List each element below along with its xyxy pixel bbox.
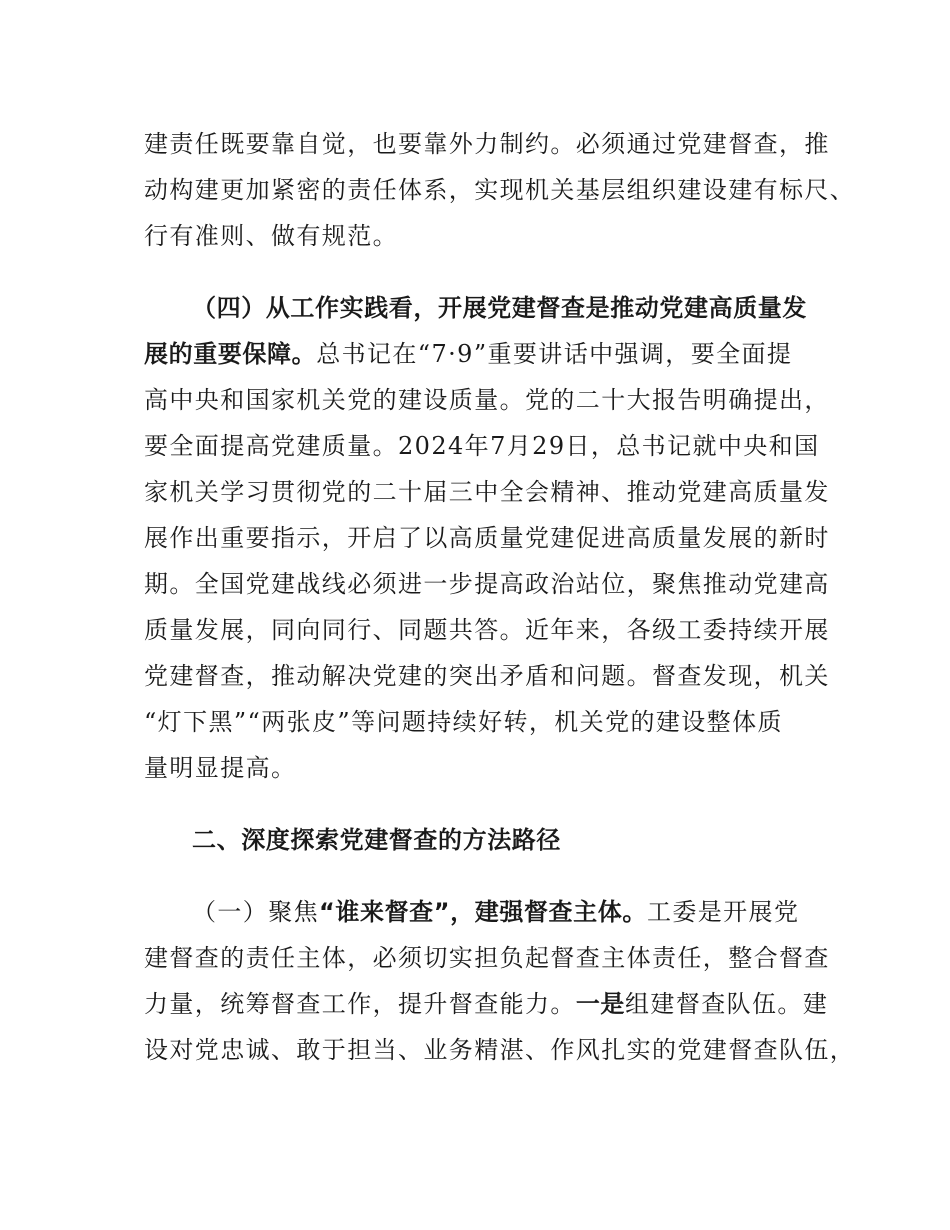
body-text-line: 质量发展，同向同行、同题共答。近年来，各级工委持续开展 bbox=[144, 616, 830, 644]
body-text-span: 总书记在“7·9”重要讲话中强调，要全面提 bbox=[316, 340, 793, 368]
body-text-line: 量明显提高。 bbox=[144, 754, 297, 782]
body-text-line: 行有准则、做有规范。 bbox=[144, 222, 398, 250]
body-text-line: 家机关学习贯彻党的二十届三中全会精神、推动党建高质量发 bbox=[144, 478, 830, 506]
body-text-line: “灯下黑”“两张皮”等问题持续好转，机关党的建设整体质 bbox=[144, 708, 783, 736]
subsection-heading-continuation: 展的重要保障。 bbox=[144, 340, 317, 368]
body-text-line: 要全面提高党建质量。2024年7月29日，总书记就中央和国 bbox=[144, 432, 820, 460]
body-text-span: 工委是开展党 bbox=[646, 898, 800, 926]
bold-emphasis: “谁来督查”，建强督查主体。 bbox=[319, 898, 647, 926]
body-text-line: 党建督查，推动解决党建的突出矛盾和问题。督查发现，机关 bbox=[144, 662, 830, 690]
body-text-line: 建责任既要靠自觉，也要靠外力制约。必须通过党建督查，推 bbox=[144, 130, 830, 158]
body-text-span: 力量，统筹督查工作，提升督查能力。 bbox=[144, 990, 576, 1018]
bold-emphasis: 一是 bbox=[575, 990, 626, 1018]
body-text-span: （一）聚焦 bbox=[192, 898, 319, 926]
body-text-span: 组建督查队伍。建 bbox=[625, 990, 829, 1018]
body-text-line bbox=[144, 986, 829, 1022]
body-text-line: 展作出重要指示，开启了以高质量党建促进高质量发展的新时 bbox=[144, 524, 830, 552]
section-heading: 二、深度探索党建督查的方法路径 bbox=[192, 826, 561, 854]
body-text-line bbox=[144, 336, 824, 372]
body-text-line bbox=[192, 894, 872, 930]
body-text-line: 建督查的责任主体，必须切实担负起督查主体责任，整合督查 bbox=[144, 944, 830, 972]
body-text-line: 高中央和国家机关党的建设质量。党的二十大报告明确提出， bbox=[144, 386, 830, 414]
body-text-line: 设对党忠诚、敢于担当、业务精湛、作风扎实的党建督查队伍， bbox=[144, 1036, 856, 1064]
body-text-line: 期。全国党建战线必须进一步提高政治站位，聚焦推动党建高 bbox=[144, 570, 830, 598]
subsection-heading: （四）从工作实践看，开展党建督查是推动党建高质量发 bbox=[192, 294, 807, 322]
body-text-line: 动构建更加紧密的责任体系，实现机关基层组织建设建有标尺、 bbox=[144, 176, 856, 204]
